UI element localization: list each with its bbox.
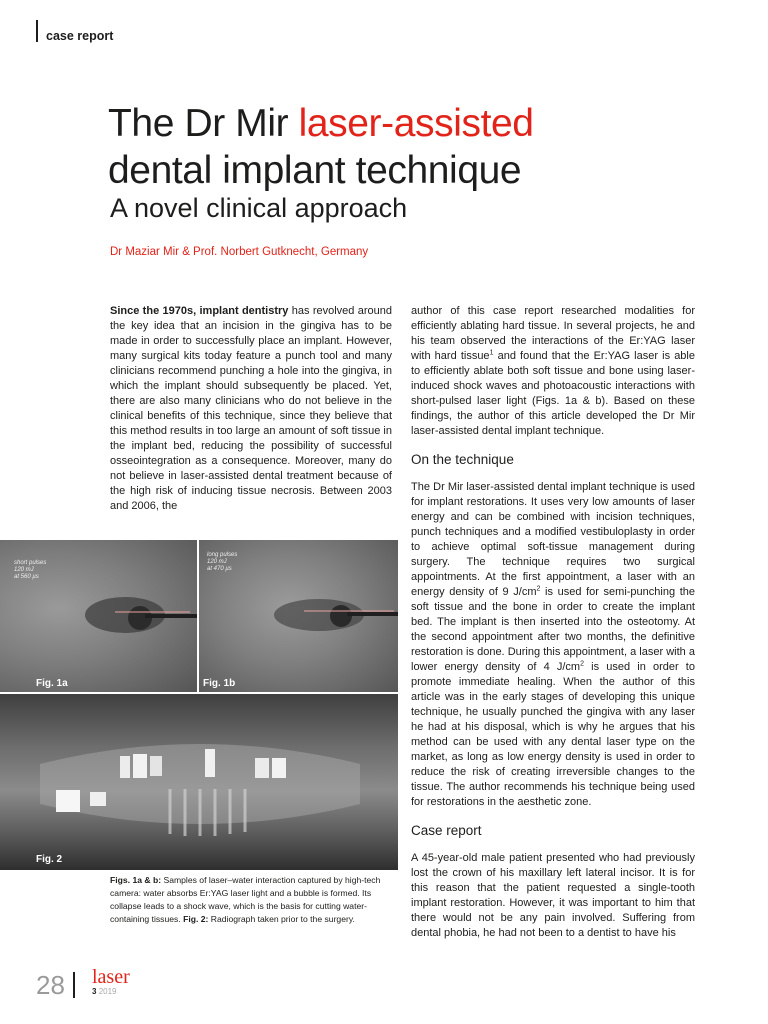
para3-text: A 45-year-old male patient presented who had previously lost the crown of his maxillary left lateral incisor. It is for this reason that the patient requested a single-tooth implant restoration. However, it was important to him that there would not be any pain involved. Suffering from dental phobia, he had not been to a dentist to have his — [411, 852, 695, 939]
title-part1: The Dr Mir — [108, 102, 299, 145]
figure-1b-image — [199, 540, 398, 692]
article-subtitle: A novel clinical approach — [110, 193, 408, 223]
article-authors: Dr Maziar Mir & Prof. Norbert Gutknecht, Germany — [110, 246, 369, 258]
fig1a-note: short pulses 120 mJ at 560 µs — [14, 560, 47, 580]
para2-text-b: is used for semi-punching the soft tissue and the bone in order to create the implant bed. The implant is then inserted into the osteotomy. At the second appointment after two months, the definitive restoration is done. During this appointment, a laser with a lower energy density of 4 J/cm — [411, 586, 695, 673]
issue-year: 2019 — [98, 987, 117, 996]
section-heading-case-report: Case report — [411, 823, 482, 838]
right-column — [411, 304, 695, 941]
magazine-logo: laser — [92, 966, 130, 988]
fig1b-label: Fig. 1b — [203, 678, 236, 689]
caption-label-fig2: Fig. 2: — [183, 914, 209, 924]
page-number: 28 — [36, 970, 65, 1000]
lead-text: Since the 1970s, implant dentistry — [110, 305, 289, 317]
para2-text-c: is used in order to promote immediate healing. When the author of this article was in the early stages of developing this unique technique, he usually punched the gingiva with any laser he had at his disposal, which is why he argues that his method can be used with any dental laser type on the market, as long as low energy density is used in order to reduce the risk of creating irreversible changes to the tissue. The author recommends his technique being used for restorations in the aesthetic zone. — [411, 661, 695, 808]
superscript: 2 — [536, 585, 541, 593]
fig1a-label: Fig. 1a — [36, 678, 68, 689]
section-heading-technique: On the technique — [411, 452, 514, 467]
title-highlight: laser-assisted — [298, 102, 534, 145]
section-label: case report — [46, 29, 114, 43]
fig2-label: Fig. 2 — [36, 854, 63, 865]
para2-text-a: The Dr Mir laser-assisted dental implant technique is used for implant restorations. It uses very low amounts of laser energy and can be combined with incision techniques, punch techniques and a modified vestibuloplasty in order to achieve optimal soft-tissue management during surgery. The technique requires two surgical appointments. At the first appointment, a laser with an energy density of 9 J/cm — [411, 481, 695, 598]
left-body: has revolved around the key idea that an incision in the gingiva has to be made in order to successfully place an implant. However, many surgical kits today feature a punch tool and many clinicians recommend punching a hole into the gingiva, in which the implant should subsequently be placed. Yet, there are also many clinicians who do not believe in the clinical benefits of this technique, since they believe that this method results in too large an amount of soft tissue in the implant bed, reducing the possibility of successful osseointegration as a consequence. Moreover, many do not believe in laser-assisted dental treatment because of the high risk of inducing tissue necrosis. Between 2003 and 2006, the — [110, 305, 392, 512]
caption-text-fig1: Samples of laser–water interaction captured by high-tech camera: water absorbs Er:YAG laser light and a bubble is formed. Its collapse leads to a shock wave, which is the basis for cutting water-containing tissues. — [110, 875, 381, 924]
caption-label-fig1: Figs. 1a & b: — [110, 875, 162, 885]
figure-1a-image — [0, 540, 197, 692]
title-line2: dental implant technique — [108, 149, 522, 192]
figure-2-radiograph — [0, 694, 398, 870]
issue-info — [92, 987, 116, 996]
panoramic-radiograph — [0, 694, 398, 870]
article-title — [108, 100, 534, 194]
para1-text-b: and found that the Er:YAG laser is able to efficiently ablate both soft tissue and bone using laser-induced shock waves and photoacoustic interactions with short-pulsed laser light (Figs. 1a & b). Based on these findings, the author of this article developed the Dr Mir laser-assisted dental implant technique. — [411, 350, 695, 437]
caption-text-fig2: Radiograph taken prior to the surgery. — [208, 914, 355, 924]
section-bar — [36, 20, 38, 42]
figure-caption — [110, 874, 394, 926]
left-column — [110, 304, 392, 514]
reference-sup: 1 — [489, 349, 494, 357]
para1-text-a: author of this case report researched modalities for efficiently ablating hard tissue. In several projects, he and his team observed the interactions of the Er:YAG laser with hard tissue — [411, 305, 695, 362]
superscript: 2 — [580, 660, 584, 668]
issue-number: 3 — [92, 987, 97, 996]
footer-divider — [73, 972, 75, 998]
fig1b-note: long pulses 120 mJ at 470 µs — [207, 552, 238, 572]
